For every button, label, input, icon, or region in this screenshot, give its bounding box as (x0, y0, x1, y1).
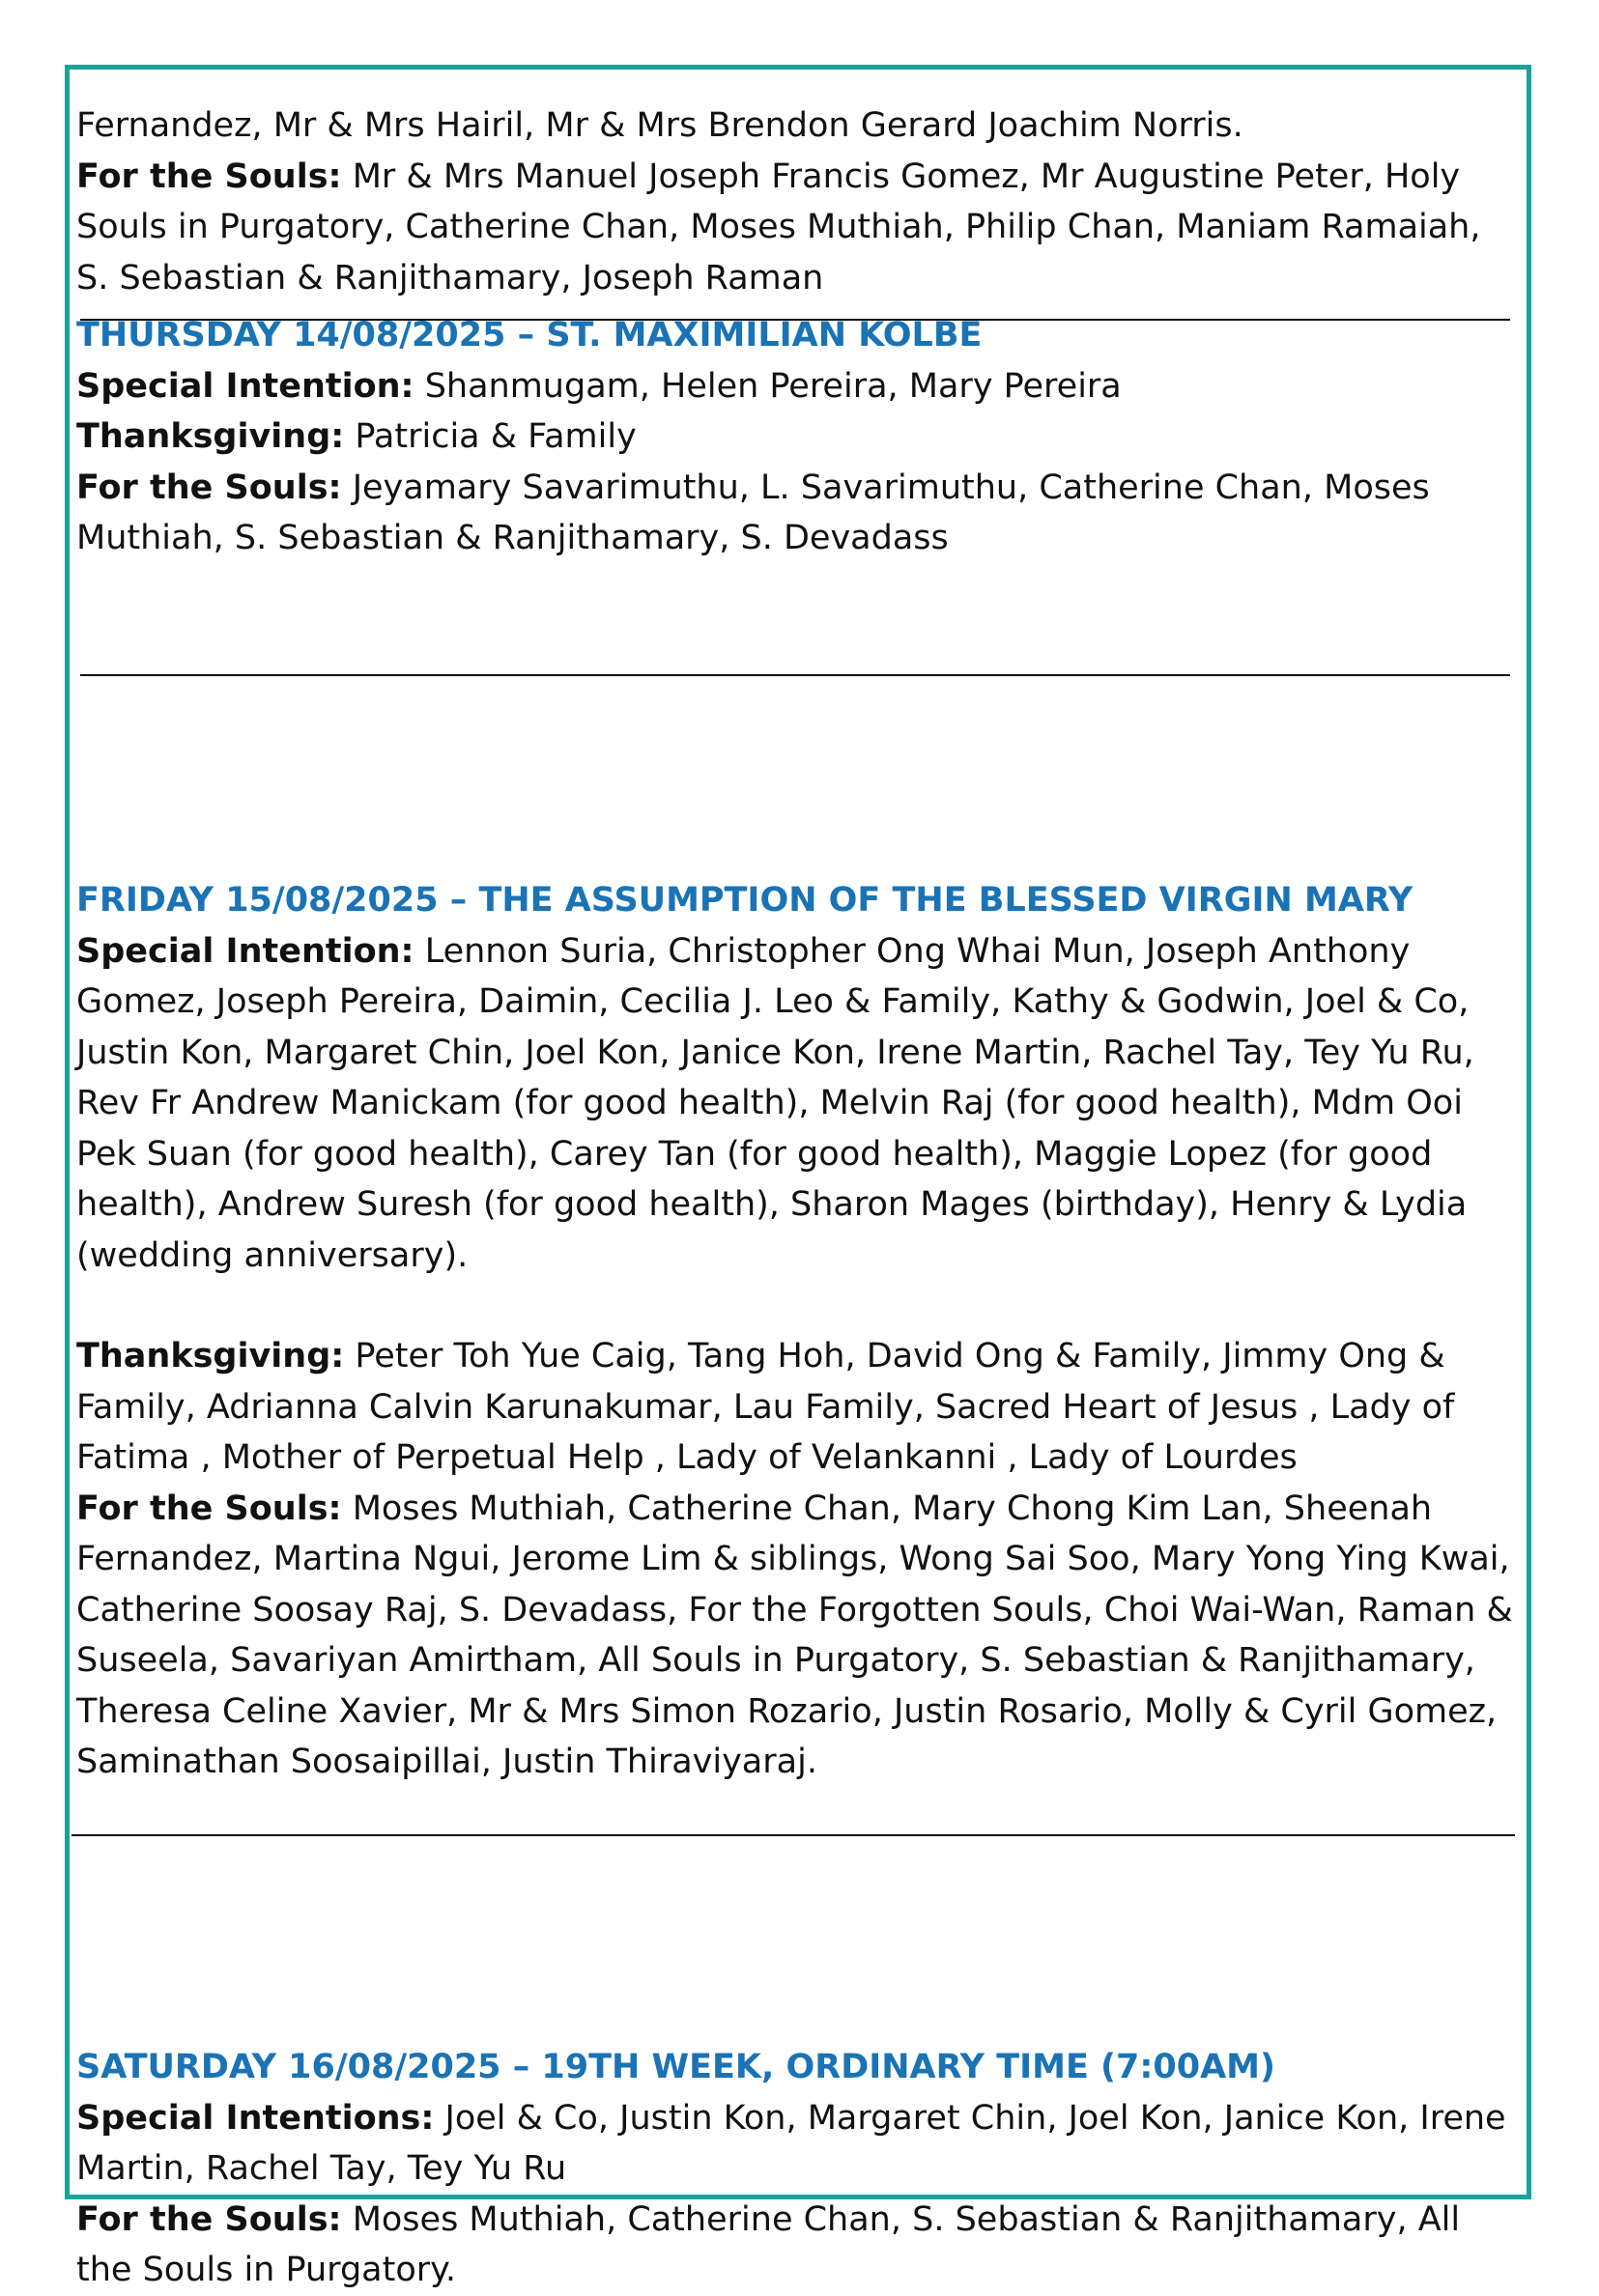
mass-intentions-document (76, 100, 1516, 2296)
souls-paragraph (76, 2195, 1516, 2296)
thursday-heading: THURSDAY 14/08/2025 – ST. MAXIMILIAN KOLBE (76, 316, 983, 354)
special-intention-names: Joel & Co, Justin Kon, Margaret Chin, Joel Kon, Janice Kon, Irene Martin, Rachel Tay, Tey Yu Ru (76, 2098, 1506, 2188)
thanksgiving-label: Thanksgiving: (76, 417, 345, 456)
souls-names: Jeyamary Savarimuthu, L. Savarimuthu, Catherine Chan, Moses Muthiah, S. Sebastian & Ranjithamary, S. Devadass (76, 468, 1430, 557)
thanksgiving-names: Peter Toh Yue Caig, Tang Hoh, David Ong & Family, Jimmy Ong & Family, Adrianna Calvin Karunakumar, Lau Family, Sacred Heart of Jesus , Lady of Fatima , Mother of Perpetual Help , Lady of Velankanni , Lady of Lourdes (76, 1337, 1455, 1477)
spacer (76, 1281, 1516, 1331)
special-intention-names: Lennon Suria, Christopher Ong Whai Mun, Joseph Anthony Gomez, Joseph Pereira, Daimin, Cecilia J. Leo & Family, Kathy & Godwin, Joel & Co, Justin Kon, Margaret Chin, Joel Kon, Janice Kon, Irene Martin, Rachel Tay, Tey Yu Ru, Rev Fr Andrew Manickam (for good health), Melvin Raj (for good health), Mdm Ooi Pek Suan (for good health), Carey Tan (for good health), Maggie Lopez (for good health), Andrew Suresh (for good health), Sharon Mages (birthday), Henry & Lydia (wedding anniversary). (76, 931, 1474, 1275)
special-intention-label: Special Intentions: (76, 2098, 435, 2138)
special-intention-paragraph (76, 2093, 1516, 2195)
special-intention-paragraph (76, 361, 1516, 412)
souls-names: Moses Muthiah, Catherine Chan, Mary Chong Kim Lan, Sheenah Fernandez, Martina Ngui, Jerome Lim & siblings, Wong Sai Soo, Mary Yong Ying Kwai, Catherine Soosay Raj, S. Devadass, For the Forgotten Souls, Choi Wai-Wan, Raman & Suseela, Savariyan Amirtham, All Souls in Purgatory, S. Sebastian & Ranjithamary, Theresa Celine Xavier, Mr & Mrs Simon Rozario, Justin Rosario, Molly & Cyril Gomez, Saminathan Soosaipillai, Justin Thiraviyaraj. (76, 1488, 1513, 1781)
thanksgiving-paragraph (76, 411, 1516, 463)
thanksgiving-names: Patricia & Family (344, 417, 637, 456)
saturday-heading: SATURDAY 16/08/2025 – 19TH WEEK, ORDINARY TIME (7:00AM) (76, 2048, 1275, 2086)
section-saturday (76, 2042, 1516, 2296)
thanksgiving-label: Thanksgiving: (76, 1337, 345, 1375)
souls-names: Moses Muthiah, Catherine Chan, S. Sebastian & Ranjithamary, All the Souls in Purgatory. (76, 2199, 1461, 2289)
souls-names: Mr & Mrs Manuel Joseph Francis Gomez, Mr Augustine Peter, Holy Souls in Purgatory, Catherine Chan, Moses Muthiah, Philip Chan, Maniam Ramaiah, S. Sebastian & Ranjithamary, Joseph Raman (76, 156, 1481, 298)
souls-paragraph (76, 152, 1516, 304)
souls-paragraph (76, 1484, 1516, 1788)
special-intention-names: Shanmugam, Helen Pereira, Mary Pereira (414, 366, 1122, 406)
souls-label: For the Souls: (76, 468, 342, 507)
special-intention-label: Special Intention: (76, 931, 414, 971)
section-thursday (76, 310, 1516, 875)
friday-heading: FRIDAY 15/08/2025 – THE ASSUMPTION OF THE BLESSED VIRGIN MARY (76, 881, 1413, 920)
section-continued (76, 100, 1516, 310)
souls-label: For the Souls: (76, 156, 342, 196)
souls-label: For the Souls: (76, 1488, 342, 1528)
section-friday (76, 875, 1516, 2042)
special-intention-label: Special Intention: (76, 366, 414, 406)
special-intention-paragraph (76, 926, 1516, 1282)
thanksgiving-paragraph (76, 1331, 1516, 1484)
continued-names: Fernandez, Mr & Mrs Hairil, Mr & Mrs Brendon Gerard Joachim Norris. (76, 106, 1243, 145)
souls-paragraph (76, 463, 1516, 564)
souls-label: For the Souls: (76, 2199, 342, 2239)
